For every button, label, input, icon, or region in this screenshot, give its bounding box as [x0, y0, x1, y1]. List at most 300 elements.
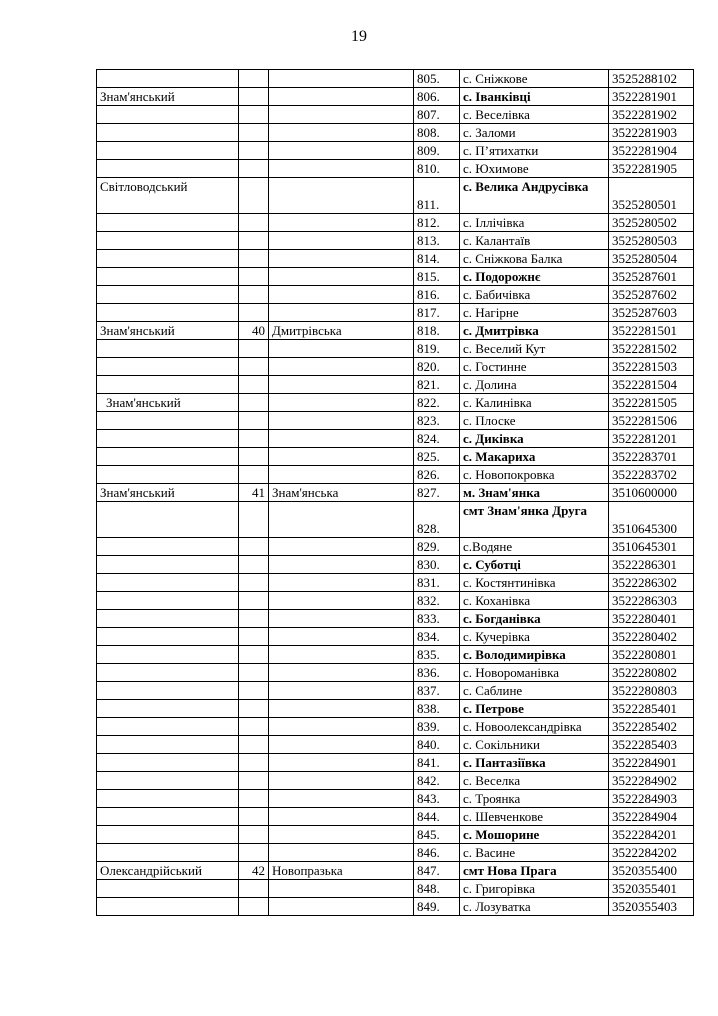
community-name-cell: [269, 538, 414, 556]
community-name-cell: [269, 70, 414, 88]
district-cell: [97, 646, 239, 664]
community-name-cell: [269, 556, 414, 574]
community-name-cell: [269, 700, 414, 718]
district-cell: Знам'янський: [97, 322, 239, 340]
koatuu-code-cell: 3522281905: [609, 160, 694, 178]
table-row: [97, 646, 694, 664]
row-number-cell: 811.: [414, 178, 460, 214]
table-row: [97, 394, 694, 412]
community-number-cell: [239, 592, 269, 610]
district-cell: [97, 502, 239, 538]
settlement-name-cell: с.Водяне: [460, 538, 609, 556]
settlement-name-cell: [460, 502, 609, 538]
koatuu-code-cell: 3522284904: [609, 808, 694, 826]
row-number-cell: 823.: [414, 412, 460, 430]
community-number-cell: 41: [239, 484, 269, 502]
settlement-name-cell: с. Сніжкове: [460, 70, 609, 88]
district-cell: Знам'янський: [97, 88, 239, 106]
community-name-cell: [269, 250, 414, 268]
district-cell: [97, 430, 239, 448]
row-number-cell: 818.: [414, 322, 460, 340]
district-cell: [97, 700, 239, 718]
district-cell: [97, 250, 239, 268]
koatuu-code-cell: 3522281903: [609, 124, 694, 142]
table-row: [97, 304, 694, 322]
koatuu-code-cell: 3525280502: [609, 214, 694, 232]
community-number-cell: [239, 646, 269, 664]
community-name-cell: [269, 682, 414, 700]
community-name-cell: [269, 466, 414, 484]
community-name-cell: [269, 628, 414, 646]
community-name-cell: [269, 286, 414, 304]
district-cell: [97, 880, 239, 898]
settlement-name-cell: с. Веселка: [460, 772, 609, 790]
settlement-name-cell: с. Веселий Кут: [460, 340, 609, 358]
row-number-cell: 822.: [414, 394, 460, 412]
row-number-cell: 825.: [414, 448, 460, 466]
community-name-cell: [269, 340, 414, 358]
settlement-name-cell: м. Знам'янка: [460, 484, 609, 502]
district-cell: [97, 610, 239, 628]
table-row: [97, 106, 694, 124]
settlement-name-cell: с. Костянтинівка: [460, 574, 609, 592]
settlement-name-text: смт Знам'янка Друга: [463, 503, 588, 518]
koatuu-code-cell: 3522280402: [609, 628, 694, 646]
settlement-name-text: с. Велика Андрусівка: [463, 179, 589, 194]
koatuu-code-cell: 3522286301: [609, 556, 694, 574]
koatuu-code-cell: 3510645301: [609, 538, 694, 556]
table-row: [97, 178, 694, 214]
settlement-name-cell: с. Лозуватка: [460, 898, 609, 916]
district-cell: [97, 556, 239, 574]
community-name-cell: [269, 214, 414, 232]
table-row: [97, 430, 694, 448]
community-number-cell: [239, 88, 269, 106]
district-cell: Знам'янський: [97, 484, 239, 502]
community-name-cell: [269, 898, 414, 916]
table-row: [97, 844, 694, 862]
district-cell: [97, 682, 239, 700]
settlement-name-cell: с. Васине: [460, 844, 609, 862]
community-number-cell: [239, 700, 269, 718]
settlement-name-cell: с. Плоске: [460, 412, 609, 430]
settlement-name-cell: с. Іванківці: [460, 88, 609, 106]
community-name-cell: [269, 376, 414, 394]
table-row: [97, 682, 694, 700]
settlement-name-cell: с. Дмитрівка: [460, 322, 609, 340]
koatuu-code-cell: 3522283702: [609, 466, 694, 484]
settlement-name-cell: с. Новороманівка: [460, 664, 609, 682]
community-name-cell: [269, 232, 414, 250]
table-row: [97, 718, 694, 736]
community-number-cell: [239, 718, 269, 736]
community-number-cell: [239, 772, 269, 790]
row-number-cell: 808.: [414, 124, 460, 142]
settlement-name-cell: с. Заломи: [460, 124, 609, 142]
settlement-name-cell: с. Григорівка: [460, 880, 609, 898]
community-name-cell: [269, 448, 414, 466]
row-number-cell: 845.: [414, 826, 460, 844]
row-number-cell: 844.: [414, 808, 460, 826]
row-number-cell: 809.: [414, 142, 460, 160]
koatuu-code-cell: 3522280802: [609, 664, 694, 682]
district-cell: [97, 340, 239, 358]
community-number-cell: [239, 790, 269, 808]
table-row: [97, 610, 694, 628]
community-name-cell: [269, 394, 414, 412]
settlement-name-cell: с. П’ятихатки: [460, 142, 609, 160]
row-number-cell: 827.: [414, 484, 460, 502]
row-number-cell: 805.: [414, 70, 460, 88]
settlement-name-cell: с. Диківка: [460, 430, 609, 448]
community-number-cell: [239, 574, 269, 592]
row-number-cell: 815.: [414, 268, 460, 286]
settlement-name-cell: смт Нова Прага: [460, 862, 609, 880]
district-cell: [97, 844, 239, 862]
district-cell: [97, 70, 239, 88]
row-number-cell: 814.: [414, 250, 460, 268]
row-number-cell: 831.: [414, 574, 460, 592]
table-row: [97, 484, 694, 502]
koatuu-code-cell: 3522284202: [609, 844, 694, 862]
row-number-cell: 819.: [414, 340, 460, 358]
koatuu-code-cell: 3520355401: [609, 880, 694, 898]
table-row: [97, 862, 694, 880]
district-cell: [97, 808, 239, 826]
district-cell: Олександрійський: [97, 862, 239, 880]
row-number-cell: 817.: [414, 304, 460, 322]
table-row: [97, 880, 694, 898]
community-name-cell: [269, 430, 414, 448]
settlement-name-cell: с. Шевченкове: [460, 808, 609, 826]
district-cell: [97, 466, 239, 484]
koatuu-code-cell: 3525287602: [609, 286, 694, 304]
community-name-cell: [269, 754, 414, 772]
table-row: [97, 70, 694, 88]
koatuu-code-cell: 3522286303: [609, 592, 694, 610]
district-cell: [97, 268, 239, 286]
district-cell: Світловодський: [97, 178, 239, 214]
table-row: [97, 538, 694, 556]
settlement-name-cell: с. Калантаїв: [460, 232, 609, 250]
settlement-name-cell: с. Новопокровка: [460, 466, 609, 484]
community-name-cell: [269, 718, 414, 736]
district-cell: [97, 538, 239, 556]
koatuu-code-cell: 3525280501: [609, 178, 694, 214]
koatuu-code-cell: 3522281505: [609, 394, 694, 412]
community-number-cell: [239, 286, 269, 304]
district-cell: [97, 772, 239, 790]
koatuu-code-cell: 3525288102: [609, 70, 694, 88]
community-number-cell: [239, 142, 269, 160]
table-row: [97, 448, 694, 466]
page-number: 19: [351, 28, 367, 45]
settlement-name-cell: с. Володимирівка: [460, 646, 609, 664]
community-number-cell: [239, 304, 269, 322]
table-row: [97, 754, 694, 772]
community-name-cell: [269, 664, 414, 682]
settlement-name-cell: с. Саблине: [460, 682, 609, 700]
table-row: [97, 772, 694, 790]
table-row: [97, 574, 694, 592]
settlement-name-cell: с. Сніжкова Балка: [460, 250, 609, 268]
community-number-cell: 42: [239, 862, 269, 880]
table-row: [97, 88, 694, 106]
district-cell: [97, 358, 239, 376]
row-number-cell: 846.: [414, 844, 460, 862]
community-number-cell: [239, 466, 269, 484]
district-cell: [97, 304, 239, 322]
settlement-name-cell: с. Веселівка: [460, 106, 609, 124]
table-row: [97, 214, 694, 232]
community-name-cell: [269, 736, 414, 754]
koatuu-code-cell: 3525287601: [609, 268, 694, 286]
koatuu-code-cell: 3520355403: [609, 898, 694, 916]
settlement-name-cell: с. Богданівка: [460, 610, 609, 628]
district-cell: [97, 754, 239, 772]
row-number-cell: 838.: [414, 700, 460, 718]
koatuu-code-cell: 3522284903: [609, 790, 694, 808]
table-row: [97, 466, 694, 484]
district-cell: [97, 790, 239, 808]
table-row: [97, 628, 694, 646]
settlement-name-cell: с. Бабичівка: [460, 286, 609, 304]
settlement-name-cell: с. Іллічівка: [460, 214, 609, 232]
community-number-cell: [239, 754, 269, 772]
koatuu-code-cell: 3522283701: [609, 448, 694, 466]
district-cell: [97, 232, 239, 250]
community-number-cell: [239, 70, 269, 88]
settlement-name-cell: с. Долина: [460, 376, 609, 394]
table-row: [97, 592, 694, 610]
row-number-cell: 843.: [414, 790, 460, 808]
table-row: [97, 664, 694, 682]
table-row: [97, 412, 694, 430]
koatuu-code-cell: 3522284201: [609, 826, 694, 844]
district-cell: Знам'янський: [97, 394, 239, 412]
table-row: [97, 340, 694, 358]
row-number-cell: 828.: [414, 502, 460, 538]
community-number-cell: [239, 340, 269, 358]
settlement-name-cell: с. Калинівка: [460, 394, 609, 412]
settlement-name-cell: с. Новоолександрівка: [460, 718, 609, 736]
table-row: [97, 700, 694, 718]
koatuu-code-cell: 3522285402: [609, 718, 694, 736]
community-number-cell: [239, 178, 269, 214]
community-number-cell: [239, 736, 269, 754]
row-number-cell: 806.: [414, 88, 460, 106]
koatuu-code-cell: 3522280801: [609, 646, 694, 664]
table-row: [97, 268, 694, 286]
table-row: [97, 556, 694, 574]
row-number-cell: 833.: [414, 610, 460, 628]
community-number-cell: [239, 556, 269, 574]
table-row: [97, 898, 694, 916]
row-number-cell: 836.: [414, 664, 460, 682]
community-number-cell: [239, 664, 269, 682]
community-number-cell: [239, 880, 269, 898]
koatuu-code-cell: 3522286302: [609, 574, 694, 592]
row-number-cell: 812.: [414, 214, 460, 232]
community-name-cell: [269, 106, 414, 124]
koatuu-code-cell: 3522281506: [609, 412, 694, 430]
community-number-cell: [239, 214, 269, 232]
community-number-cell: [239, 628, 269, 646]
row-number-cell: 826.: [414, 466, 460, 484]
district-cell: [97, 160, 239, 178]
community-name-cell: [269, 790, 414, 808]
row-number-cell: 834.: [414, 628, 460, 646]
koatuu-code-cell: 3525287603: [609, 304, 694, 322]
settlement-name-cell: с. Юхимове: [460, 160, 609, 178]
community-name-cell: [269, 142, 414, 160]
community-number-cell: [239, 826, 269, 844]
table-row: [97, 358, 694, 376]
community-name-cell: [269, 826, 414, 844]
district-cell: [97, 214, 239, 232]
row-number-cell: 830.: [414, 556, 460, 574]
koatuu-code-cell: 3510645300: [609, 502, 694, 538]
table-row: [97, 160, 694, 178]
koatuu-code-cell: 3510600000: [609, 484, 694, 502]
koatuu-code-cell: 3522281902: [609, 106, 694, 124]
koatuu-code-cell: 3522281502: [609, 340, 694, 358]
district-cell: [97, 286, 239, 304]
koatuu-code-cell: 3522280401: [609, 610, 694, 628]
community-name-cell: [269, 304, 414, 322]
community-number-cell: [239, 394, 269, 412]
koatuu-code-cell: 3522281201: [609, 430, 694, 448]
community-name-cell: Знам'янська: [269, 484, 414, 502]
community-number-cell: [239, 358, 269, 376]
row-number-cell: 824.: [414, 430, 460, 448]
community-number-cell: [239, 844, 269, 862]
district-cell: [97, 628, 239, 646]
settlement-name-cell: с. Кучерівка: [460, 628, 609, 646]
koatuu-code-cell: 3522280803: [609, 682, 694, 700]
table-row: [97, 376, 694, 394]
community-name-cell: [269, 574, 414, 592]
row-number-cell: 820.: [414, 358, 460, 376]
community-number-cell: [239, 808, 269, 826]
row-number-cell: 849.: [414, 898, 460, 916]
district-cell: [97, 898, 239, 916]
table-row: [97, 286, 694, 304]
row-number-cell: 847.: [414, 862, 460, 880]
community-name-cell: [269, 610, 414, 628]
community-number-cell: [239, 682, 269, 700]
community-number-cell: [239, 160, 269, 178]
row-number-cell: 841.: [414, 754, 460, 772]
table-row: [97, 124, 694, 142]
koatuu-code-cell: 3525280503: [609, 232, 694, 250]
koatuu-code-cell: 3520355400: [609, 862, 694, 880]
row-number-cell: 821.: [414, 376, 460, 394]
district-cell: [97, 664, 239, 682]
settlements-table: [96, 69, 694, 916]
settlement-name-cell: с. Сокільники: [460, 736, 609, 754]
koatuu-code-cell: 3522284901: [609, 754, 694, 772]
community-name-cell: [269, 844, 414, 862]
row-number-cell: 840.: [414, 736, 460, 754]
koatuu-code-cell: 3525280504: [609, 250, 694, 268]
community-number-cell: [239, 502, 269, 538]
community-name-cell: [269, 592, 414, 610]
district-cell: [97, 412, 239, 430]
community-name-cell: [269, 880, 414, 898]
settlement-name-cell: с. Пантазіївка: [460, 754, 609, 772]
community-name-cell: [269, 160, 414, 178]
row-number-cell: 807.: [414, 106, 460, 124]
settlement-name-cell: с. Подорожнє: [460, 268, 609, 286]
table-row: [97, 142, 694, 160]
table-row: [97, 736, 694, 754]
community-number-cell: [239, 376, 269, 394]
community-name-cell: [269, 502, 414, 538]
settlement-name-cell: с. Коханівка: [460, 592, 609, 610]
settlement-name-cell: с. Макариха: [460, 448, 609, 466]
district-cell: [97, 718, 239, 736]
district-cell: [97, 574, 239, 592]
settlement-name-cell: с. Нагірне: [460, 304, 609, 322]
community-name-cell: [269, 808, 414, 826]
row-number-cell: 813.: [414, 232, 460, 250]
table-row: [97, 790, 694, 808]
community-number-cell: [239, 232, 269, 250]
district-cell: [97, 142, 239, 160]
row-number-cell: 835.: [414, 646, 460, 664]
settlement-name-cell: с. Суботці: [460, 556, 609, 574]
community-number-cell: [239, 610, 269, 628]
koatuu-code-cell: 3522285403: [609, 736, 694, 754]
community-name-cell: [269, 772, 414, 790]
community-number-cell: [239, 448, 269, 466]
table-row: [97, 322, 694, 340]
settlements-table-body: [97, 70, 694, 916]
koatuu-code-cell: 3522281504: [609, 376, 694, 394]
district-cell: [97, 448, 239, 466]
community-number-cell: [239, 898, 269, 916]
district-cell: [97, 826, 239, 844]
koatuu-code-cell: 3522284902: [609, 772, 694, 790]
community-number-cell: [239, 268, 269, 286]
koatuu-code-cell: 3522281901: [609, 88, 694, 106]
koatuu-code-cell: 3522281503: [609, 358, 694, 376]
settlement-name-cell: с. Мошорине: [460, 826, 609, 844]
row-number-cell: 829.: [414, 538, 460, 556]
row-number-cell: 842.: [414, 772, 460, 790]
community-number-cell: 40: [239, 322, 269, 340]
district-cell: [97, 736, 239, 754]
community-number-cell: [239, 430, 269, 448]
community-name-cell: [269, 412, 414, 430]
community-name-cell: [269, 646, 414, 664]
community-name-cell: [269, 88, 414, 106]
koatuu-code-cell: 3522281904: [609, 142, 694, 160]
row-number-cell: 839.: [414, 718, 460, 736]
settlement-name-cell: с. Петрове: [460, 700, 609, 718]
row-number-cell: 832.: [414, 592, 460, 610]
table-row: [97, 232, 694, 250]
district-cell: [97, 592, 239, 610]
row-number-cell: 837.: [414, 682, 460, 700]
community-name-cell: [269, 124, 414, 142]
community-name-cell: Новопразька: [269, 862, 414, 880]
settlement-name-cell: [460, 178, 609, 214]
community-name-cell: [269, 358, 414, 376]
community-name-cell: [269, 178, 414, 214]
community-number-cell: [239, 106, 269, 124]
